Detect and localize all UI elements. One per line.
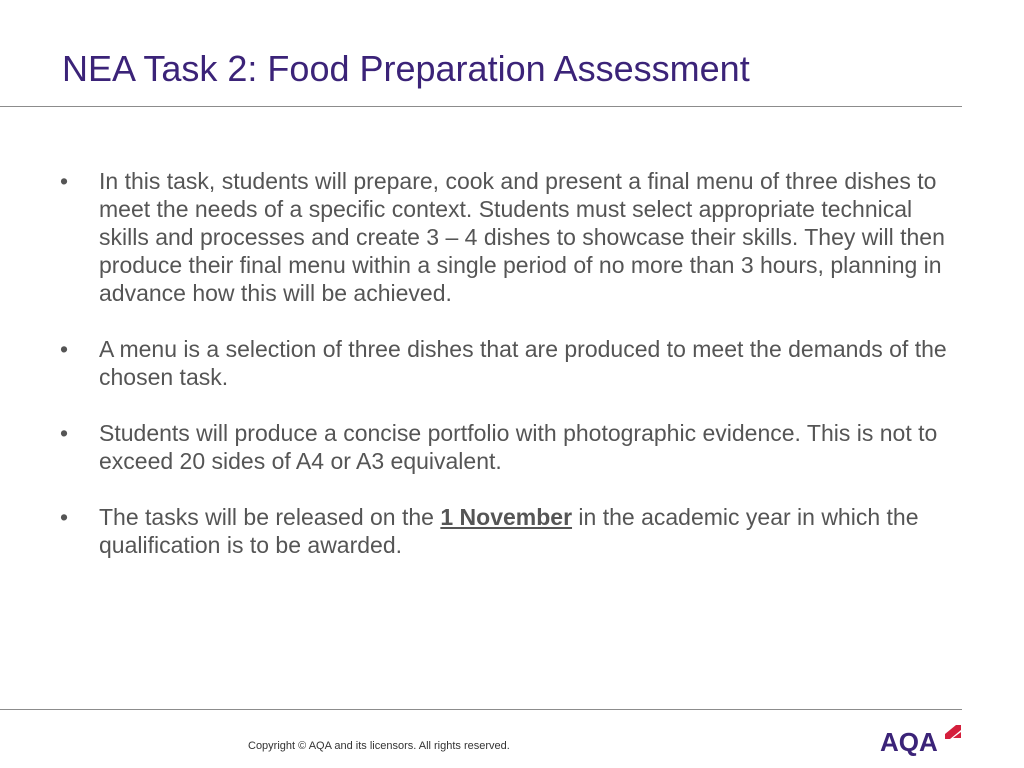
release-date-emphasis: 1 November: [440, 504, 573, 530]
bullet-icon: •: [60, 420, 69, 446]
bullet-text: A menu is a selection of three dishes that are produced to meet the demands of the chosen task.: [99, 336, 947, 390]
copyright-notice: Copyright © AQA and its licensors. All rights reserved.: [248, 740, 510, 752]
aqa-logo: [880, 722, 964, 756]
bullet-item: [60, 167, 950, 307]
bullet-icon: •: [60, 168, 69, 194]
slide-title: NEA Task 2: Food Preparation Assessment: [62, 48, 750, 89]
bullet-icon: •: [60, 504, 69, 530]
bullet-item: [60, 335, 950, 391]
bullet-item: [60, 503, 950, 559]
bullet-icon: •: [60, 336, 69, 362]
bullet-list: [60, 167, 950, 587]
title-divider: [0, 106, 962, 107]
footer-divider: [0, 709, 962, 710]
bullet-text: Students will produce a concise portfolio with photographic evidence. This is not to exceed 20 sides of A4 or A3 equivalent.: [99, 420, 938, 474]
svg-text:AQA: AQA: [880, 727, 938, 756]
bullet-item: [60, 419, 950, 475]
bullet-text: In this task, students will prepare, cook and present a final menu of three dishes to meet the needs of a specific context. Students must select appropriate technical skills and processes and create 3 – 4 dishes to showcase their skills. They will then produce their final menu within a single period of no more than 3 hours, planning in advance how this will be achieved.: [99, 168, 945, 306]
bullet-text-end: in the academic year in which the qualification is to be awarded.: [99, 504, 919, 558]
bullet-text-start: The tasks will be released on the: [99, 504, 441, 530]
